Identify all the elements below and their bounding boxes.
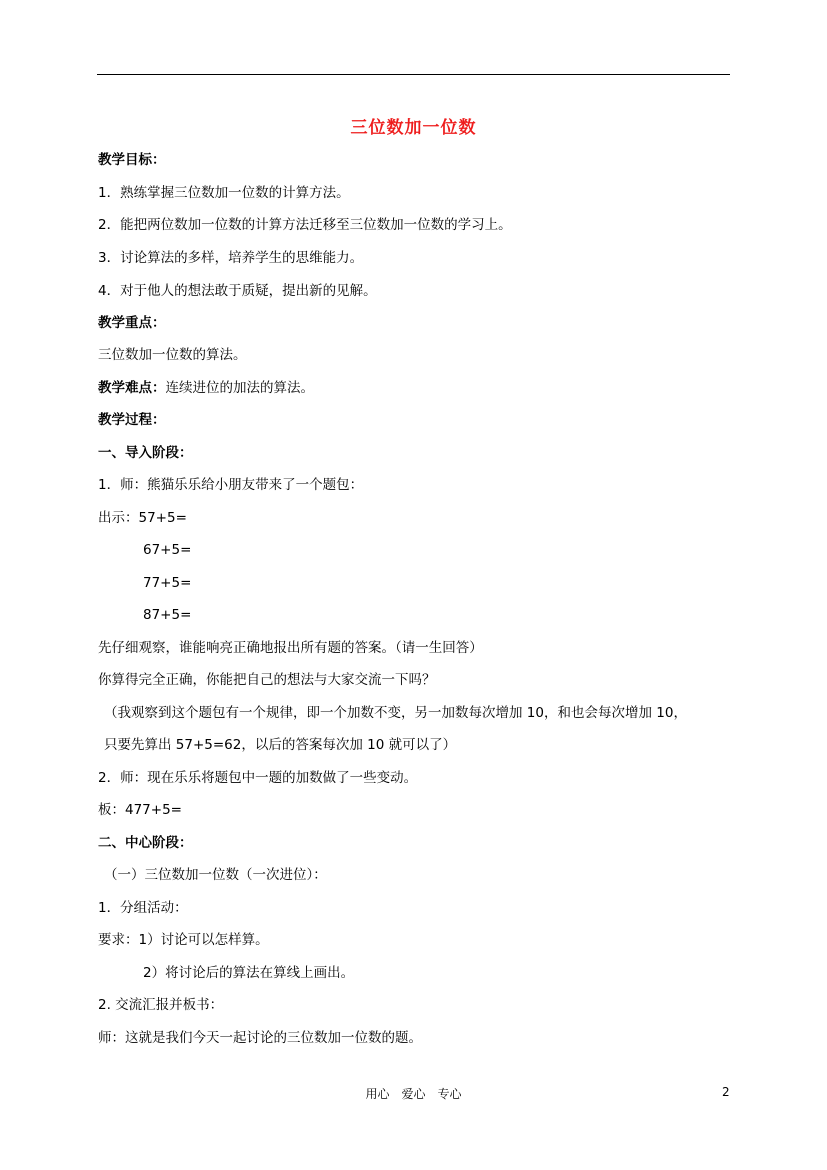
goals-heading: 教学目标：: [98, 152, 166, 168]
focus-heading: 教学重点：: [98, 315, 166, 331]
stage2-item2: 2. 交流汇报并板书：: [98, 997, 224, 1013]
page-title: 三位数加一位数: [350, 118, 477, 138]
stage1-heading: 一、导入阶段：: [98, 445, 193, 461]
stage1-line1: 1．师：熊猫乐乐给小朋友带来了一个题包：: [98, 477, 364, 493]
footer-motto: 用心 爱心 专心: [365, 1087, 462, 1101]
difficulty-line: [98, 379, 314, 397]
requirement-2: 2）将讨论后的算法在算线上画出。: [143, 965, 355, 981]
board-equation: 板：477+5=: [98, 802, 182, 818]
difficulty-text: 连续进位的加法的算法。: [165, 380, 314, 396]
teacher-text: 师：这就是我们今天一起讨论的三位数加一位数的题。: [98, 1030, 422, 1046]
equation-4: 87+5=: [143, 607, 192, 623]
page-number: 2: [722, 1085, 730, 1099]
stage2-sub1: （一）三位数加一位数（一次进位）：: [104, 867, 327, 883]
stage2-item1: 1．分组活动：: [98, 900, 188, 916]
header-rule: [97, 74, 730, 75]
answer-line-2: 只要先算出 57+5=62，以后的答案每次加 10 就可以了）: [104, 737, 457, 753]
goal-item-1: 1．熟练掌握三位数加一位数的计算方法。: [98, 185, 350, 201]
goal-item-3: 3．讨论算法的多样，培养学生的思维能力。: [98, 250, 364, 266]
goal-item-2: 2．能把两位数加一位数的计算方法迁移至三位数加一位数的学习上。: [98, 217, 512, 233]
requirement-1: 要求：1）讨论可以怎样算。: [98, 932, 269, 948]
goal-item-4: 4．对于他人的想法敢于质疑，提出新的见解。: [98, 283, 377, 299]
stage2-heading: 二、中心阶段：: [98, 835, 193, 851]
answer-line-1: （我观察到这个题包有一个规律，即一个加数不变，另一加数每次增加 10，和也会每次增加 10，: [104, 705, 687, 721]
equation-3: 77+5=: [143, 575, 192, 591]
observe-text: 先仔细观察，谁能响亮正确地报出所有题的答案。（请一生回答）: [98, 640, 483, 656]
focus-text: 三位数加一位数的算法。: [98, 347, 247, 363]
show-equation-1: 出示：57+5=: [98, 510, 187, 526]
process-heading: 教学过程：: [98, 412, 166, 428]
stage1-line2: 2．师：现在乐乐将题包中一题的加数做了一些变动。: [98, 770, 418, 786]
equation-2: 67+5=: [143, 542, 192, 558]
ask-text: 你算得完全正确，你能把自己的想法与大家交流一下吗？: [98, 672, 436, 688]
difficulty-heading: 教学难点：: [98, 380, 166, 396]
